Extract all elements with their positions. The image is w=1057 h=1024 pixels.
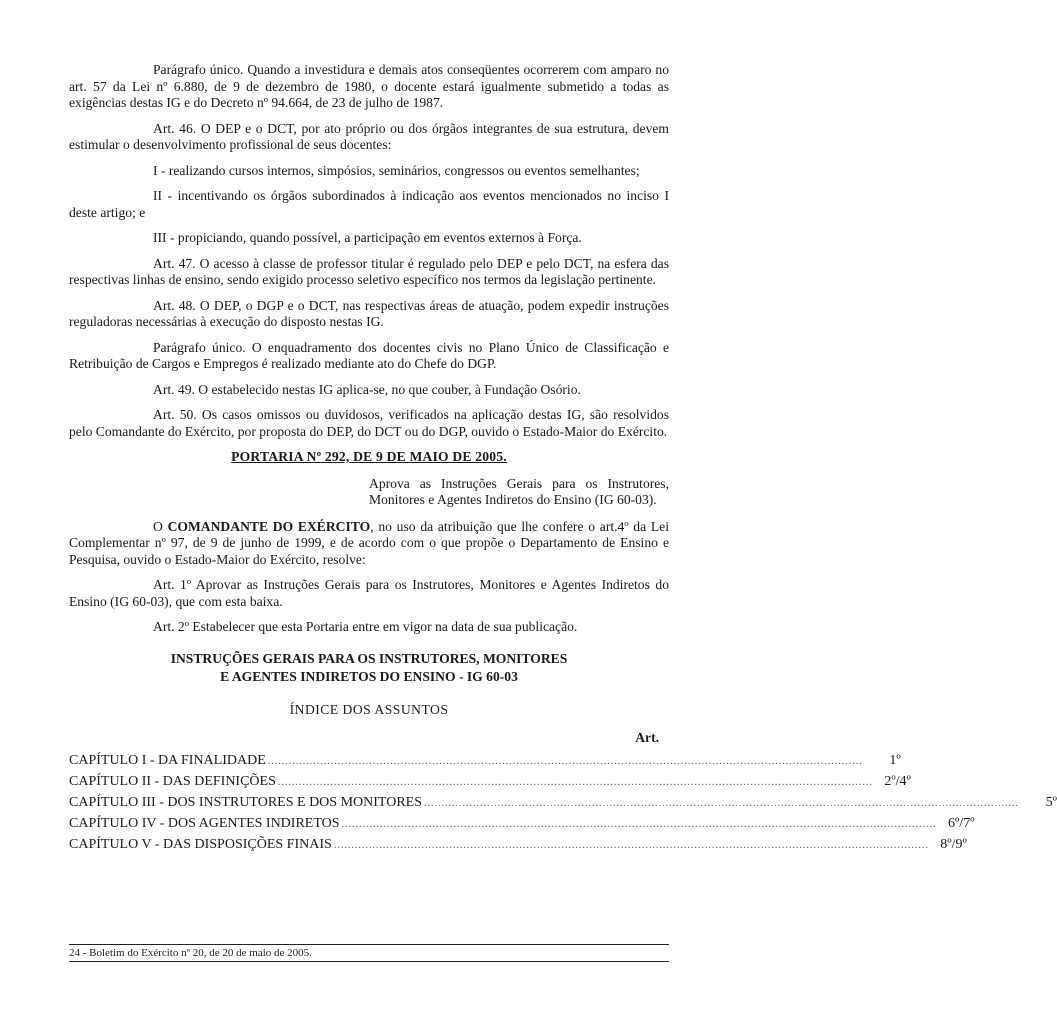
toc-article: 1º bbox=[889, 752, 901, 768]
document-page bbox=[69, 62, 1057, 858]
toc-row bbox=[69, 773, 911, 795]
list-item: III - propiciando, quando possível, a participação em eventos externos à Força. bbox=[153, 230, 582, 245]
toc-leader: .......................................................................................................................................................................... bbox=[267, 755, 863, 767]
portaria-title: PORTARIA Nº 292, DE 9 DE MAIO DE 2005. bbox=[231, 449, 507, 464]
preamble bbox=[69, 519, 669, 569]
footer-divider-top bbox=[69, 944, 669, 945]
paragraph: Art. 48. O DEP, o DGP e o DCT, nas respectivas áreas de atuação, podem expedir instruções reguladoras necessárias à execução do disposto nestas IG. bbox=[69, 297, 669, 329]
toc-title: CAPÍTULO II - DAS DEFINIÇÕES bbox=[69, 773, 276, 789]
preamble-prefix: O bbox=[153, 518, 168, 534]
list-item: II - incentivando os órgãos subordinados à indicação aos eventos mencionados no inciso I deste artigo; e bbox=[69, 188, 669, 220]
paragraph: Parágrafo único. Quando a investidura e demais atos conseqüentes ocorrerem com amparo no art. 57 da Lei nº 6.880, de 9 de dezembro de 1980, o docente estará igualmente submetido a todas as exigências destas IG e do Decreto nº 94.664, de 23 de julho de 1987. bbox=[69, 62, 669, 110]
heading-line-1: INSTRUÇÕES GERAIS PARA OS INSTRUTORES, MONITORES bbox=[170, 650, 568, 666]
section-heading bbox=[69, 650, 669, 686]
paragraph: Parágrafo único. O enquadramento dos docentes civis no Plano Único de Classificação e Retribuição de Cargos e Empregos é realizado mediante ato do Chefe do DGP. bbox=[69, 339, 669, 371]
toc-leader: .......................................................................................................................................................................... bbox=[341, 818, 937, 830]
list-item: I - realizando cursos internos, simpósios, seminários, congressos ou eventos semelhantes; bbox=[153, 162, 640, 178]
toc-leader: .......................................................................................................................................................................... bbox=[424, 797, 1019, 809]
toc-article: 2º/4º bbox=[884, 773, 911, 789]
footer-divider-bottom bbox=[69, 961, 669, 962]
toc-leader: .......................................................................................................................................................................... bbox=[277, 776, 873, 788]
toc-title: CAPÍTULO III - DOS INSTRUTORES E DOS MONITORES bbox=[69, 794, 422, 810]
preamble-text: , no uso da atribuição que lhe confere o art.4º da Lei Complementar nº 97, de 9 de junho de 1999, e de acordo com o que propõe o Departamento de Ensino e Pesquisa, ouvido o Estado-Maior do Exército, resolve: bbox=[69, 518, 669, 567]
paragraph: Art. 50. Os casos omissos ou duvidosos, verificados na aplicação destas IG, são resolvidos pelo Comandante do Exército, por proposta do DEP, do DCT ou do DGP, ouvido o Estado-Maior do Exército. bbox=[69, 407, 669, 439]
toc-title: CAPÍTULO IV - DOS AGENTES INDIRETOS bbox=[69, 815, 340, 831]
toc-row bbox=[69, 836, 967, 858]
index-title: ÍNDICE DOS ASSUNTOS bbox=[289, 701, 449, 717]
paragraph: Art. 47. O acesso à classe de professor titular é regulado pelo DEP e pelo DCT, na esfera das respectivas linhas de ensino, sendo exigido processo seletivo específico nos termos da legislação pertinente. bbox=[69, 255, 669, 287]
toc-row bbox=[69, 815, 975, 837]
paragraph: Art. 46. O DEP e o DCT, por ato próprio ou dos órgãos integrantes de sua estrutura, devem estimular o desenvolvimento profissional de seus docentes: bbox=[69, 120, 669, 152]
article: Art. 1º Aprovar as Instruções Gerais para os Instrutores, Monitores e Agentes Indiretos do Ensino (IG 60-03), que com esta baixa. bbox=[69, 577, 669, 609]
toc-article: 8º/9º bbox=[940, 836, 967, 852]
toc-leader: .......................................................................................................................................................................... bbox=[333, 839, 929, 851]
table-of-contents bbox=[69, 752, 1057, 858]
toc-article: 6º/7º bbox=[947, 815, 975, 831]
toc-title: CAPÍTULO V - DAS DISPOSIÇÕES FINAIS bbox=[69, 836, 332, 852]
paragraph: Art. 49. O estabelecido nestas IG aplica-se, no que couber, à Fundação Osório. bbox=[153, 381, 581, 397]
toc-title: CAPÍTULO I - DA FINALIDADE bbox=[69, 752, 266, 768]
toc-article: 5º bbox=[1045, 794, 1057, 810]
preamble-authority: COMANDANTE DO EXÉRCITO bbox=[167, 518, 371, 534]
toc-art-header: Art. bbox=[635, 730, 659, 745]
page-footer: 24 - Boletim do Exército nº 20, de 20 de maio de 2005. bbox=[69, 947, 312, 959]
toc-row bbox=[69, 752, 901, 774]
toc-row bbox=[69, 794, 1057, 816]
heading-line-2: E AGENTES INDIRETOS DO ENSINO - IG 60-03 bbox=[220, 668, 518, 684]
ementa: Aprova as Instruções Gerais para os Instrutores, Monitores e Agentes Indiretos do Ensino (IG 60-03). bbox=[369, 475, 669, 507]
article: Art. 2º Estabelecer que esta Portaria entre em vigor na data de sua publicação. bbox=[153, 619, 578, 634]
